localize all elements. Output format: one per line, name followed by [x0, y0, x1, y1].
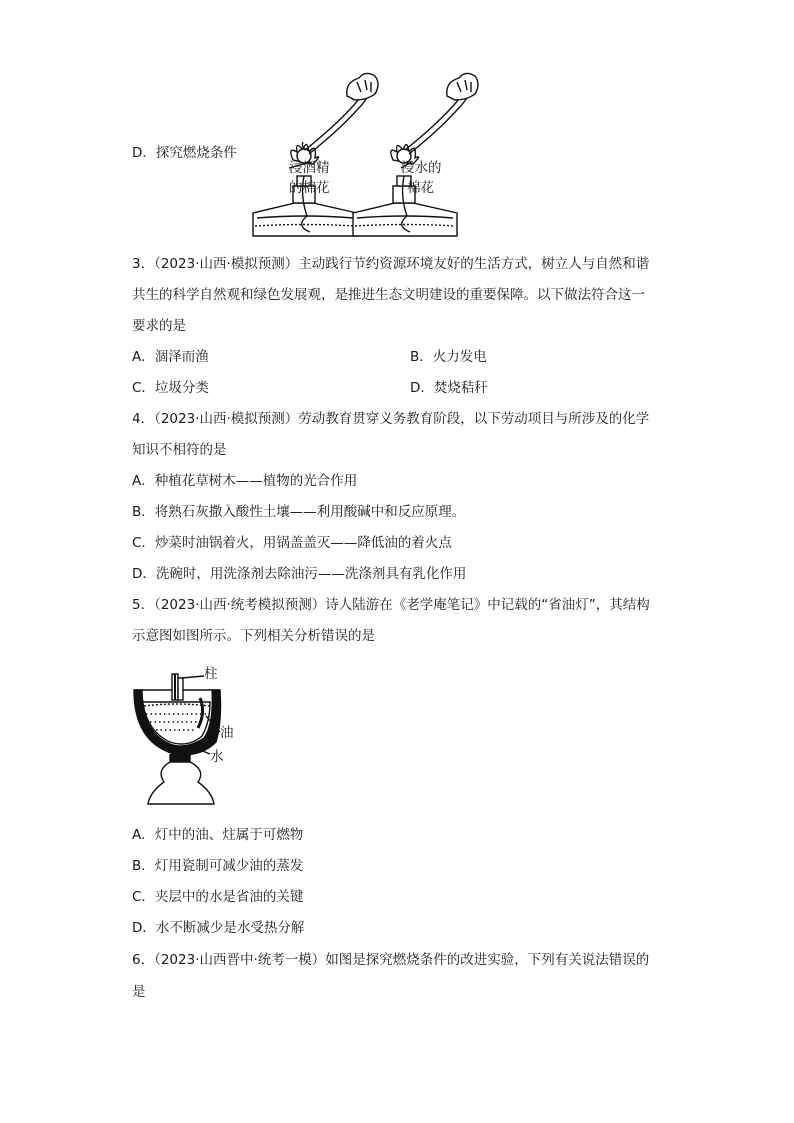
left-hand	[347, 73, 378, 100]
right-alcohol-lamp	[353, 144, 457, 236]
q3-option-b: B．火力发电	[410, 349, 487, 365]
option-d-explore-combustion: D．探究燃烧条件	[132, 145, 237, 161]
label-water-cotton-line2: 棉花	[407, 180, 434, 196]
q5-option-a: A．灯中的油、炷属于可燃物	[132, 827, 304, 843]
q5-stem-line1: 5．（2023·山西·统考模拟预测）诗人陆游在《老学庵笔记》中记载的“省油灯”，其结构	[132, 597, 650, 613]
leader-zhu	[182, 676, 204, 678]
q4-option-d: D．洗碗时，用洗涤剂去除油污——洗涤剂具有乳化作用	[132, 566, 467, 582]
q6-stem-line1: 6．（2023·山西晋中·统考一模）如图是探究燃烧条件的改进实验，下列有关说法错误的	[132, 952, 650, 968]
q4-stem-line2: 知识不相符的是	[132, 442, 227, 458]
label-wick-pillar: 柱	[204, 666, 218, 682]
right-hand	[447, 73, 478, 100]
label-water: 水	[210, 749, 224, 765]
q3-option-c: C．垃圾分类	[132, 380, 209, 396]
q3-stem-line1: 3．（2023·山西·模拟预测）主动践行节约资源环境友好的生活方式，树立人与自然和谐	[132, 256, 650, 272]
q4-option-c: C．炒菜时油锅着火，用锅盖盖灭——降低油的着火点	[132, 535, 452, 551]
q5-option-c: C．夹层中的水是省油的关键	[132, 889, 304, 905]
q5-option-b: B．灯用瓷制可减少油的蒸发	[132, 858, 304, 874]
label-water-cotton-line1: 浸水的	[401, 160, 442, 176]
q3-stem-line3: 要求的是	[132, 318, 186, 334]
label-alcohol-cotton-line1: 浸酒精	[289, 160, 330, 176]
label-oil: 油	[220, 725, 234, 741]
q4-option-a: A．种植花草树木——植物的光合作用	[132, 473, 358, 489]
oil-saving-lamp-figure	[130, 662, 250, 807]
q4-option-b: B．将熟石灰撒入酸性土壤——利用酸碱中和反应原理。	[132, 504, 466, 520]
q5-stem-line2: 示意图如图所示。下列相关分析错误的是	[132, 628, 375, 644]
q3-option-d: D．焚烧秸秆	[410, 380, 488, 396]
label-alcohol-cotton-line2: 的棉花	[289, 180, 330, 196]
q3-stem-line2: 共生的科学自然观和绿色发展观，是推进生态文明建设的重要保障。以下做法符合这一	[132, 287, 645, 303]
combustion-experiment-figure	[235, 66, 505, 246]
q4-stem-line1: 4．（2023·山西·模拟预测）劳动教育贯穿义务教育阶段，以下劳动项目与所涉及的化学	[132, 411, 650, 427]
q6-stem-line2: 是	[132, 984, 146, 1000]
combustion-experiment-drawing	[235, 66, 505, 246]
q5-option-d: D．水不断减少是水受热分解	[132, 920, 305, 936]
q3-option-a: A．涸泽而渔	[132, 349, 209, 365]
